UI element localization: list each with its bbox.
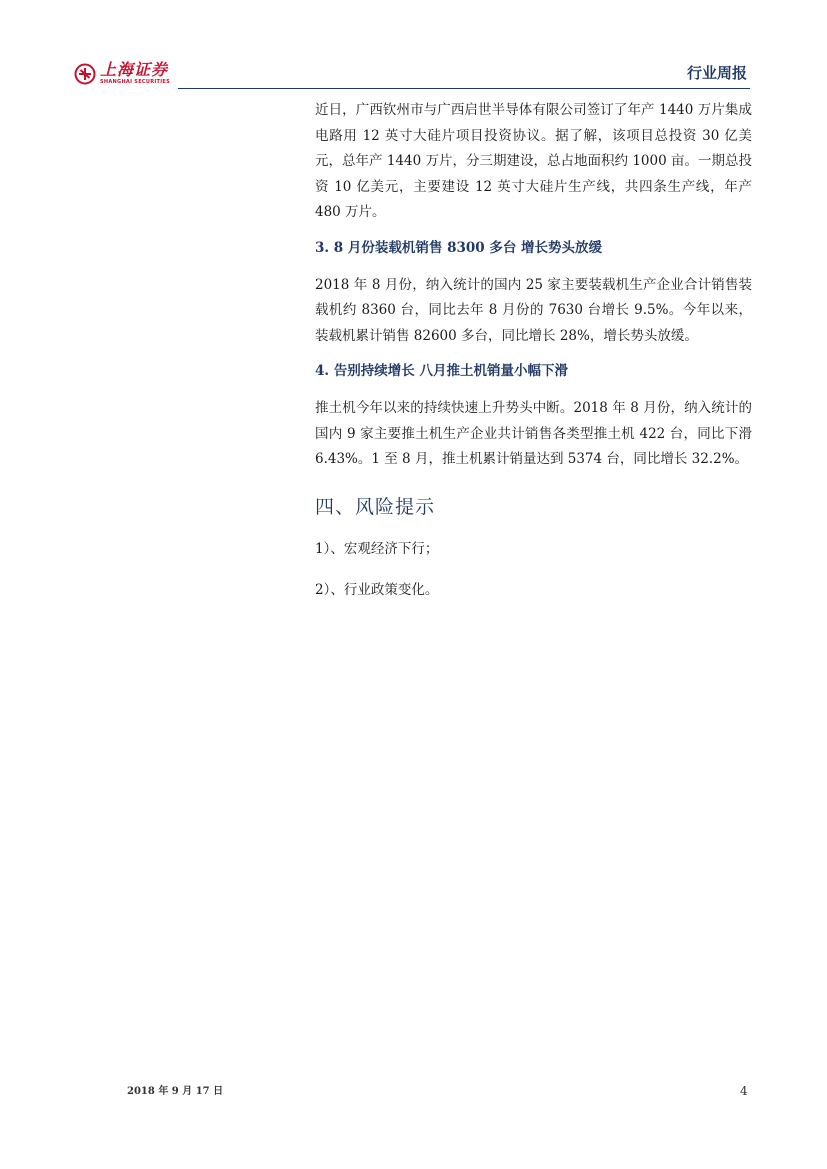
report-type-title: 行业周报 <box>686 64 747 82</box>
logo-chinese-name: 上海证券 <box>100 60 169 79</box>
paragraph-silicon-wafer: 近日，广西钦州市与广西启世半导体有限公司签订了年产 1440 万片集成电路用 12 英寸大硅片项目投资协议。据了解，该项目总投资 30 亿美元，总年产 1440 万片，分三期建设，总占地面积约 1000 亩。一期总投资 10 亿美元，主要建设 12 英寸大硅片生产线，共四条生产线，年产 480 万片。 <box>315 102 752 220</box>
paragraph-loader-sales: 2018 年 8 月份，纳入统计的国内 25 家主要装载机生产企业合计销售装载机约 8360 台，同比去年 8 月份的 7630 台增长 9.5%。今年以来，装载机累计销售 82600 多台，同比增长 28%，增长势头放缓。 <box>315 276 752 344</box>
section-heading-risk: 四、风险提示 <box>315 495 436 518</box>
subheading-bulldozer-sales: 4. 告别持续增长 八月推土机销量小幅下滑 <box>315 363 568 379</box>
risk-item-2: 2）、行业政策变化。 <box>315 582 439 598</box>
main-content <box>315 98 752 604</box>
logo-emblem-icon <box>74 63 96 85</box>
logo-english-name: SHANGHAI SECURITIES <box>100 79 171 85</box>
header-divider <box>178 88 750 89</box>
company-logo <box>74 62 170 85</box>
risk-item-1: 1）、宏观经济下行； <box>315 540 439 557</box>
page-number: 4 <box>740 1084 748 1098</box>
subheading-loader-sales: 3. 8 月份装载机销售 8300 多台 增长势头放缓 <box>315 239 603 256</box>
page-header <box>0 0 827 100</box>
footer-date: 2018 年 9 月 17 日 <box>127 1086 224 1097</box>
paragraph-bulldozer-sales: 推土机今年以来的持续快速上升势头中断。2018 年 8 月份，纳入统计的国内 9 家主要推土机生产企业共计销售各类型推土机 422 台，同比下滑 6.43%。1 至 8 月，推土机累计销量达到 5374 台，同比增长 32.2%。 <box>315 400 752 467</box>
